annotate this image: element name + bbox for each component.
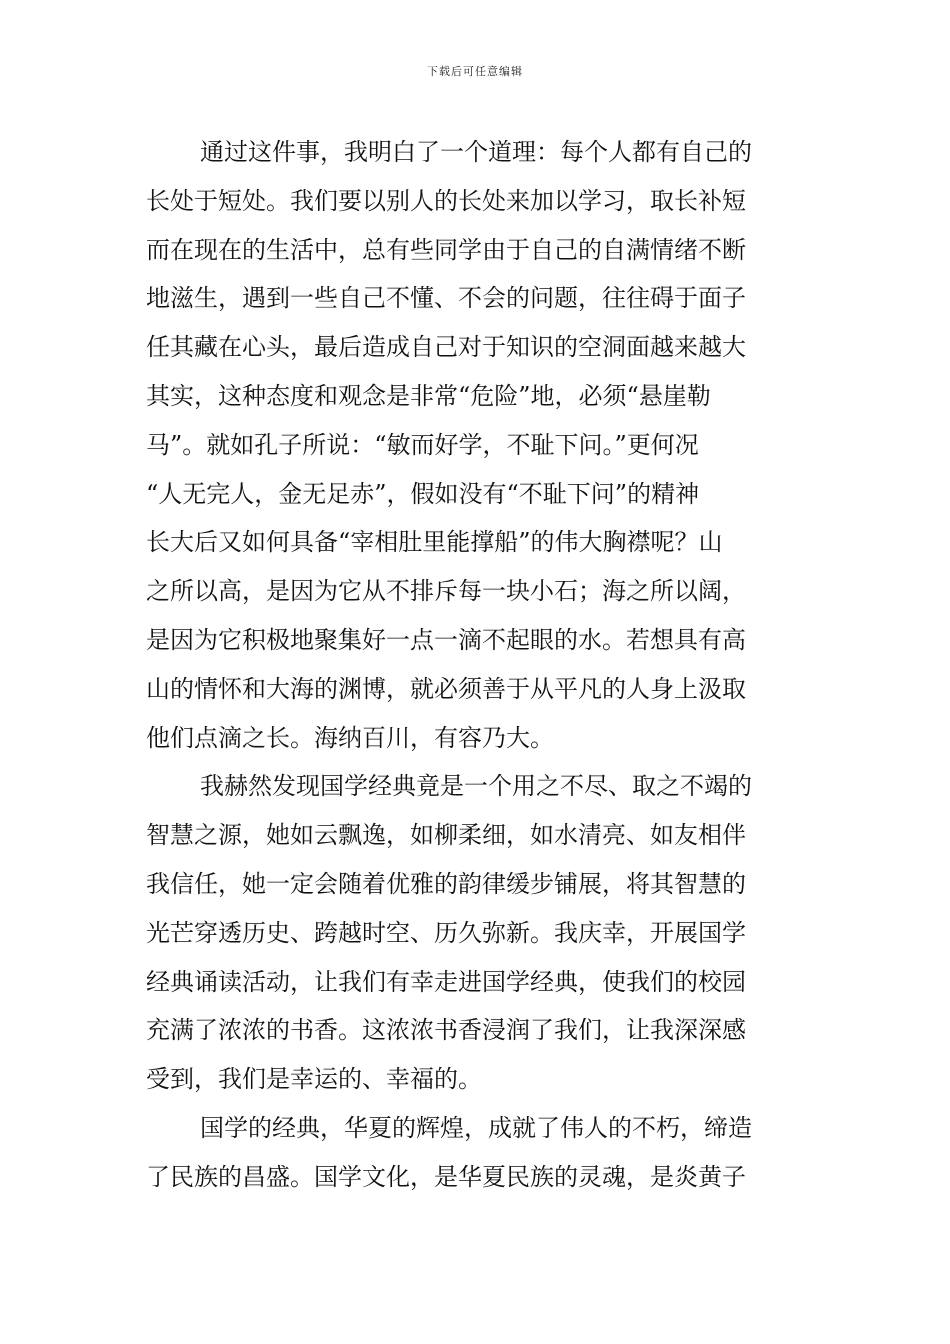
paragraph-3 <box>146 1104 816 1202</box>
text-line: 马”。就如孔子所说：“敏而好学，不耻下问。”更何况 <box>146 430 699 459</box>
text-line: 通过这件事，我明白了一个道理：每个人都有自己的 <box>200 138 752 166</box>
text-line: 而在现在的生活中，总有些同学由于自己的自满情绪不断 <box>146 235 746 264</box>
text-line: 智慧之源，她如云飘逸，如柳柔细，如水清亮、如友相伴 <box>146 821 746 850</box>
text-line: 长大后又如何具备“宰相肚里能撑船”的伟大胸襟呢？山 <box>146 528 723 557</box>
text-line: “人无完人，金无足赤”，假如没有“不耻下问”的精神 <box>146 479 700 508</box>
text-line: 长处于短处。我们要以别人的长处来加以学习，取长补短 <box>146 186 746 215</box>
text-line: 山的情怀和大海的渊博，就必须善于从平凡的人身上汲取 <box>146 674 746 703</box>
document-body <box>146 128 816 1202</box>
paragraph-2 <box>146 762 816 1104</box>
paragraph-1 <box>146 128 816 762</box>
text-line: 任其藏在心头，最后造成自己对于知识的空洞面越来越大 <box>146 333 746 362</box>
text-line: 经典诵读活动，让我们有幸走进国学经典，使我们的校园 <box>146 967 746 996</box>
text-line: 是因为它积极地聚集好一点一滴不起眼的水。若想具有高 <box>146 625 746 654</box>
text-line: 国学的经典，华夏的辉煌，成就了伟人的不朽，缔造 <box>200 1113 752 1142</box>
text-line: 我赫然发现国学经典竟是一个用之不尽、取之不竭的 <box>200 772 752 801</box>
page-header: 下载后可任意编辑 <box>427 65 523 78</box>
text-line: 我信任，她一定会随着优雅的韵律缓步铺展，将其智慧的 <box>146 869 746 898</box>
text-line: 地滋生，遇到一些自己不懂、不会的问题，往往碍于面子 <box>146 284 746 313</box>
text-line: 充满了浓浓的书香。这浓浓书香浸润了我们，让我深深感 <box>146 1016 746 1045</box>
text-line: 了民族的昌盛。国学文化，是华夏民族的灵魂，是炎黄子 <box>146 1162 746 1191</box>
text-line: 他们点滴之长。海纳百川，有容乃大。 <box>146 723 554 752</box>
text-line: 之所以高，是因为它从不排斥每一块小石；海之所以阔， <box>146 577 746 606</box>
text-line: 其实，这种态度和观念是非常“危险”地，必须“悬崖勒 <box>146 381 711 410</box>
text-line: 光芒穿透历史、跨越时空、历久弥新。我庆幸，开展国学 <box>146 918 746 947</box>
text-line: 受到，我们是幸运的、幸福的。 <box>146 1065 482 1094</box>
